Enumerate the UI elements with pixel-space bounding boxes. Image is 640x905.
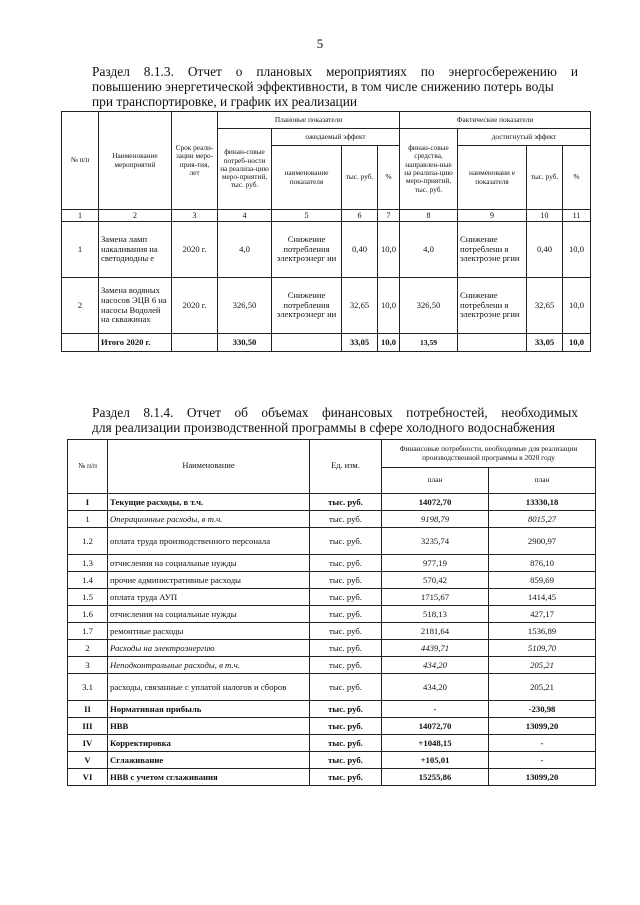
- cell-total-plan-fin: 330,50: [218, 334, 272, 352]
- table-row: [68, 555, 596, 572]
- cell-plan-b: 2900,97: [489, 528, 596, 555]
- cell-total-fact-rub: 33,05: [527, 334, 563, 352]
- cell-plan-a: 570,42: [382, 572, 489, 589]
- column-number: 8: [400, 210, 458, 222]
- cell-name: Корректировка: [108, 735, 310, 752]
- cell-measure-name: Замена водяных насосов ЭЦВ 6 на насосы Водолей на скважинах: [99, 278, 172, 334]
- cell-unit: тыс. руб.: [310, 752, 382, 769]
- header-name: Наименование: [108, 440, 310, 494]
- section-heading-8-1-3: [92, 64, 578, 109]
- cell-name: оплата труда производственного персонала: [108, 528, 310, 555]
- header-fact-eff-pct: %: [563, 146, 591, 210]
- cell-num: 1.4: [68, 572, 108, 589]
- financial-needs-table: [67, 439, 596, 786]
- column-number: 3: [172, 210, 218, 222]
- cell-plan-a: 434,20: [382, 657, 489, 674]
- cell-plan-pct: 10,0: [378, 222, 400, 278]
- header-plan-eff-pct: %: [378, 146, 400, 210]
- cell-plan-b: 859,69: [489, 572, 596, 589]
- table-row: [68, 701, 596, 718]
- heading-line: при транспортировке, и график их реализации: [92, 94, 358, 109]
- cell-unit: тыс. руб.: [310, 511, 382, 528]
- column-number: 6: [342, 210, 378, 222]
- header-fact-eff-name: наименовани е показателя: [458, 146, 527, 210]
- column-number-row: [62, 210, 591, 222]
- column-number: 7: [378, 210, 400, 222]
- cell-plan-a: 1715,67: [382, 589, 489, 606]
- cell-plan-a: +105,01: [382, 752, 489, 769]
- cell-num: VI: [68, 769, 108, 786]
- cell-num: 1: [62, 222, 99, 278]
- cell-fact-effect: Снижение потреблени я электроэне ргии: [458, 222, 527, 278]
- cell-plan-effect: Снижение потребления электроэнерг ии: [272, 278, 342, 334]
- cell-plan-pct: 10,0: [378, 278, 400, 334]
- table-row: [68, 657, 596, 674]
- cell-total-plan-rub: 33,05: [342, 334, 378, 352]
- cell-plan-a: 9198,79: [382, 511, 489, 528]
- table-row: [68, 494, 596, 511]
- cell-num: II: [68, 701, 108, 718]
- cell-total-fact-pct: 10,0: [563, 334, 591, 352]
- cell-unit: тыс. руб.: [310, 674, 382, 701]
- cell-num: 3: [68, 657, 108, 674]
- cell-measure-name: Замена ламп накаливания на светодиодны е: [99, 222, 172, 278]
- cell-term: 2020 г.: [172, 278, 218, 334]
- cell-num: 1.2: [68, 528, 108, 555]
- energy-saving-measures-table: [61, 111, 591, 352]
- cell-unit: тыс. руб.: [310, 735, 382, 752]
- cell-name: Расходы на электроэнергию: [108, 640, 310, 657]
- table-row: [68, 589, 596, 606]
- table-row: [68, 674, 596, 701]
- cell-plan-b: 1414,45: [489, 589, 596, 606]
- cell-plan-a: 518,13: [382, 606, 489, 623]
- cell-total-label: Итого 2020 г.: [99, 334, 172, 352]
- header-plan-group: Плановые показатели: [218, 112, 400, 129]
- cell-unit: тыс. руб.: [310, 701, 382, 718]
- header-plan-b: план: [489, 468, 596, 494]
- cell-plan-a: 14072,70: [382, 718, 489, 735]
- cell-plan-b: 876,10: [489, 555, 596, 572]
- cell-fact-pct: 10,0: [563, 222, 591, 278]
- cell-name: Сглаживание: [108, 752, 310, 769]
- cell-unit: тыс. руб.: [310, 606, 382, 623]
- cell-plan-b: -: [489, 735, 596, 752]
- cell-fact-pct: 10,0: [563, 278, 591, 334]
- cell-plan-a: 3235,74: [382, 528, 489, 555]
- cell-fact-fin: 326,50: [400, 278, 458, 334]
- cell-num: I: [68, 494, 108, 511]
- table-row: [68, 718, 596, 735]
- cell-plan-a: 2181,64: [382, 623, 489, 640]
- header-fact-fin: финан-совые средства, направлен-ные на реализа-цию меро-приятий, тыс. руб.: [400, 129, 458, 210]
- cell-plan-b: 427,17: [489, 606, 596, 623]
- header-num: № п/п: [68, 440, 108, 494]
- cell-num: 1: [68, 511, 108, 528]
- cell-unit: тыс. руб.: [310, 555, 382, 572]
- heading-line: Раздел 8.1.4. Отчет об объемах финансовых потребностей, необходимых: [92, 405, 578, 420]
- header-unit: Ед. изм.: [310, 440, 382, 494]
- table-row: [68, 640, 596, 657]
- heading-line: для реализации производственной программы в сфере холодного водоснабжения: [92, 420, 556, 435]
- cell-name: НВВ с учетом сглаживания: [108, 769, 310, 786]
- cell-plan-b: -: [489, 752, 596, 769]
- cell-name: ремонтные расходы: [108, 623, 310, 640]
- table-row: [68, 572, 596, 589]
- table-row: [68, 606, 596, 623]
- cell-unit: тыс. руб.: [310, 657, 382, 674]
- cell-unit: тыс. руб.: [310, 769, 382, 786]
- header-fact-eff-rub: тыс. руб.: [527, 146, 563, 210]
- cell-num: V: [68, 752, 108, 769]
- table-row: [68, 511, 596, 528]
- cell-plan-b: 1536,89: [489, 623, 596, 640]
- header-plan-a: план: [382, 468, 489, 494]
- column-number: 10: [527, 210, 563, 222]
- header-plan-eff-name: наименование показателя: [272, 146, 342, 210]
- cell-term: 2020 г.: [172, 222, 218, 278]
- header-plan-eff-rub: тыс. руб.: [342, 146, 378, 210]
- cell-num: 1.3: [68, 555, 108, 572]
- cell-plan-b: 8015,27: [489, 511, 596, 528]
- cell-unit: тыс. руб.: [310, 572, 382, 589]
- table-row: [68, 735, 596, 752]
- cell-plan-b: 5109,70: [489, 640, 596, 657]
- header-fin-group: Финансовые потребности, необходимые для реализации производственной программы в 2020 году: [382, 440, 596, 468]
- column-number: 9: [458, 210, 527, 222]
- column-number: 1: [62, 210, 99, 222]
- header-plan-fin: финан-совые потреб-ности на реализа-цию меро-приятий, тыс. руб.: [218, 129, 272, 210]
- cell-num: 2: [62, 278, 99, 334]
- cell-name: расходы, связанные с уплатой налогов и сборов: [108, 674, 310, 701]
- cell-num: III: [68, 718, 108, 735]
- cell-plan-fin: 326,50: [218, 278, 272, 334]
- cell-unit: тыс. руб.: [310, 528, 382, 555]
- cell-plan-effect: Снижение потребления электроэнерг ии: [272, 222, 342, 278]
- cell-plan-a: 14072,70: [382, 494, 489, 511]
- cell-plan-a: 4439,71: [382, 640, 489, 657]
- table-row: [68, 752, 596, 769]
- column-number: 5: [272, 210, 342, 222]
- header-term: Срок реали-зации меро-прия-тия, лет: [172, 112, 218, 210]
- cell-plan-a: 977,19: [382, 555, 489, 572]
- cell-num: 1.5: [68, 589, 108, 606]
- table-row: [62, 278, 591, 334]
- table-row: [68, 528, 596, 555]
- section-heading-8-1-4: [92, 405, 578, 435]
- cell-plan-a: 434,20: [382, 674, 489, 701]
- column-number: 2: [99, 210, 172, 222]
- column-number: 4: [218, 210, 272, 222]
- cell-plan-b: 13099,20: [489, 718, 596, 735]
- cell-name: отчисления на социальные нужды: [108, 555, 310, 572]
- cell-num: 3.1: [68, 674, 108, 701]
- cell-num: IV: [68, 735, 108, 752]
- cell-unit: тыс. руб.: [310, 718, 382, 735]
- cell-name: Операционные расходы, в т.ч.: [108, 511, 310, 528]
- cell-name: оплата труда АУП: [108, 589, 310, 606]
- table-row: [68, 623, 596, 640]
- cell-plan-b: -230,98: [489, 701, 596, 718]
- cell-plan-b: 205,21: [489, 657, 596, 674]
- header-num: № п/п: [62, 112, 99, 210]
- cell-name: Нормативная прибыль: [108, 701, 310, 718]
- cell-name: НВВ: [108, 718, 310, 735]
- header-plan-effect: ожидаемый эффект: [272, 129, 400, 146]
- table-row: [62, 222, 591, 278]
- cell-plan-a: 15255,86: [382, 769, 489, 786]
- column-number: 11: [563, 210, 591, 222]
- cell-num: 1.6: [68, 606, 108, 623]
- cell-name: Текущие расходы, в т.ч.: [108, 494, 310, 511]
- cell-plan-rub: 0,40: [342, 222, 378, 278]
- cell-fact-rub: 0,40: [527, 222, 563, 278]
- cell-plan-fin: 4,0: [218, 222, 272, 278]
- cell-plan-b: 13099,20: [489, 769, 596, 786]
- cell-fact-effect: Снижение потреблени я электроэне ргии: [458, 278, 527, 334]
- cell-unit: тыс. руб.: [310, 589, 382, 606]
- header-fact-effect: достигнутый эффект: [458, 129, 591, 146]
- cell-unit: тыс. руб.: [310, 494, 382, 511]
- header-fact-group: Фактические показатели: [400, 112, 591, 129]
- cell-unit: тыс. руб.: [310, 640, 382, 657]
- cell-total-plan-pct: 10,0: [378, 334, 400, 352]
- cell-total-fact-fin: 13,59: [400, 334, 458, 352]
- cell-num: 2: [68, 640, 108, 657]
- cell-num: 1.7: [68, 623, 108, 640]
- cell-fact-fin: 4,0: [400, 222, 458, 278]
- cell-fact-rub: 32,65: [527, 278, 563, 334]
- heading-line: повышению энергетической эффективности, в том числе снижению потерь воды: [92, 79, 554, 94]
- cell-name: Неподконтрольные расходы, в т.ч.: [108, 657, 310, 674]
- table-total-row: [62, 334, 591, 352]
- cell-name: прочие административные расходы: [108, 572, 310, 589]
- page-number: 5: [316, 36, 324, 51]
- cell-plan-a: -: [382, 701, 489, 718]
- table-row: [68, 769, 596, 786]
- cell-plan-a: +1048,15: [382, 735, 489, 752]
- header-measure-name: Наименование мероприятий: [99, 112, 172, 210]
- cell-unit: тыс. руб.: [310, 623, 382, 640]
- cell-name: отчисления на социальные нужды: [108, 606, 310, 623]
- cell-plan-b: 205,21: [489, 674, 596, 701]
- cell-plan-rub: 32,65: [342, 278, 378, 334]
- cell-plan-b: 13330,18: [489, 494, 596, 511]
- heading-line: Раздел 8.1.3. Отчет о плановых мероприятиях по энергосбережению и: [92, 64, 578, 79]
